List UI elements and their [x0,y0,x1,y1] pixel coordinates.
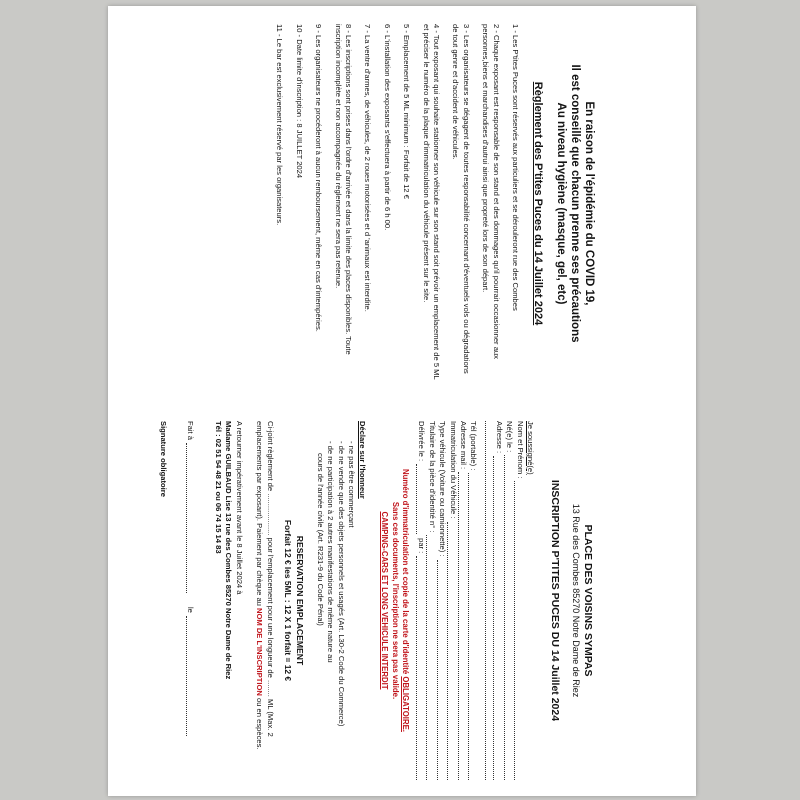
rule-item: 2 - Chaque exposant est responsable de son stand et des dommages qu'il pourrait occasionner aux personnes,biens et marchandises d'autrui ainsi que propreté lors de son départ. [481,24,501,359]
return-line-2: Madame GUILBAUD Lise 13 rue des Combes 85270 Notre Dame de Riez [224,421,234,680]
delivree-par-label: par : [417,538,427,554]
signature-label: Signature obligatoire [158,421,168,497]
immatriculation-label: Immatriculation du Véhicule : [448,421,458,519]
organizer-name: PLACE DES VOISINS SYMPAS [582,524,594,677]
declaration-item: - de ne vendre que des objets personnels et usagés (Art. L30-2 Code du Commerce) [336,441,346,727]
inscription-section [108,401,696,796]
adresse-mail-label: Adresse mail : [458,421,468,470]
rule-item: 11 - Le bar est exclusivement réservé par les organisateurs. [275,24,285,226]
delivree-le-label: Délivrée le : [417,421,427,462]
mandatory-notice [379,421,410,780]
adresse-label: Adresse : [494,421,504,454]
reglement-section [108,6,696,401]
type-vehicule-field[interactable] [437,421,447,780]
je-soussigne-label: Je soussigné(e) [526,421,535,475]
rule-item: 4 - Tout exposant qui souhaite stationner son véhicule sur son stand soit prévoir un emplacement de 5 ML et préciser le numéro de la plaque d'immatriculation du véhicule présent sur le site. [421,24,441,380]
nee-le-field[interactable] [504,421,514,780]
je-soussigne-line [525,421,535,780]
rule-item: 9 - Les organisateurs ne procéderont à aucun remboursement, même en cas d'intempéries. [314,24,324,332]
return-line-1: A retourner impérativement avant le 8 Juillet 2024 à [234,421,244,595]
notice-line-1: Numéro d'immatriculation et copie de la carte d'identité [400,469,410,677]
payment-text-b: pour l'emplacement pour une longueur de [265,537,275,678]
titulaire-field[interactable] [426,421,436,780]
payment-paragraph [254,421,275,780]
rule-item: 10 - Date limite d'inscription : 8 JUILLET 2024 [294,24,304,179]
payment-text-a: Ci-joint règlement de [265,421,275,492]
adresse-mail-field[interactable] [458,421,468,780]
immatriculation-field[interactable] [447,421,457,780]
payment-amount-field[interactable]: .................... [265,493,275,536]
rule-item: 3 - Les organisateurs se dégagent de toutes responsabilité concernant d'éventuels vols ou dégradations de tout genre et d'accident de véhicules. [451,24,471,374]
identity-fields [416,421,535,780]
nee-le-label: Né(e) le : [505,421,515,453]
fait-le-label: le [185,607,195,613]
tel-field[interactable] [468,421,478,780]
payment-text-c: ML (Max. 2 emplacements par exposant). Paiement par chèque au [255,421,275,737]
rotated-form [108,6,696,796]
reservation-title: RESERVATION EMPLACEMENT [294,535,305,666]
return-instructions [213,421,244,780]
covid-line-1: En raison de l'épidémie du COVID 19, [583,101,595,306]
scanned-sheet [108,6,696,796]
fait-le-field[interactable] [186,616,194,736]
inscription-title: INSCRIPTION P'TITES PUCES DU 14 Juillet 2024 [549,479,561,722]
rule-item: 5 - Emplacement de 5 ML minimum : Forfait de 12 € [402,24,412,199]
declaration-title: Déclare sur l'honneur [357,421,367,499]
notice-line-2: Sans ces documents, l'inscription ne sera pas valide. [390,501,400,700]
nom-prenom-field[interactable] [514,421,524,780]
payment-text-d: ou en espèces. [255,695,265,750]
notice-line-3: CAMPING-CARS ET LONG VEHICULE INTERDIT [380,511,390,690]
declaration-item: cours de l'année civile (Art. R231-9 du Code Pénal) [316,453,326,626]
notice-obligatoire: OBLIGATOIRE. [400,676,410,732]
titulaire-label: Titulaire de la pièce d'identité n° : [427,421,437,533]
covid-line-2: Il est conseillé que chacun prenne ses précautions [569,64,581,343]
payment-nom-inscription: NOM DE L'INSCRIPTION [255,608,265,696]
covid-line-3: Au niveau hygiène (masque, gel, etc) [555,102,567,305]
payment-length-field[interactable]: ........ [265,680,275,697]
return-line-3: Tél : 02 51 54 48 21 ou 06 74 15 14 83 [214,421,224,554]
rule-item: 6 - L'installation des exposants s'effectuera à partir de 6 h 00. [382,24,392,231]
delivree-field[interactable] [416,421,426,780]
fait-a-field[interactable] [186,443,194,593]
rule-item: 8 - Les inscriptions sont prises dans l'ordre d'arrivée et dans la limite des places disponibles. Toute inscription incomplète et non accompagnée du règlement ne sera pas retenue. [333,24,353,355]
declaration-block [315,421,367,780]
organizer-address: 13 Rue des Combes 85270 Notre Dame de Riez [571,503,581,698]
declaration-item: - ne pas être commerçant [347,441,357,528]
declaration-item: - de ne participation à 2 autres manifestations de même nature au [326,441,336,663]
type-vehicule-label: Type véhicule (Voiture ou camionnette) : [438,421,448,557]
rule-item: 7 - La ventre d'armes, de véhicules, de 2 roues motorisées et d 'animaux est interdite. [363,24,373,312]
rule-item: 1 - Les P'tites Puces sont réservés aux particuliers et se dérouleront rue des Combes [511,24,520,311]
adresse-continuation-field[interactable] [485,421,493,780]
fait-a-label: Fait à [185,421,195,440]
tel-label: Tél (portable) : [469,421,479,471]
nom-prenom-label: Nom et Prénom : [515,421,525,479]
forfait-line: Forfait 12 € les 5ML : 12 X 1 forfait = 12 € [282,519,293,682]
reglement-title: Règlement des P'tites Puces du 14 Juillet 2024 [532,81,544,326]
fait-line [186,421,195,780]
adresse-field[interactable] [493,421,503,780]
